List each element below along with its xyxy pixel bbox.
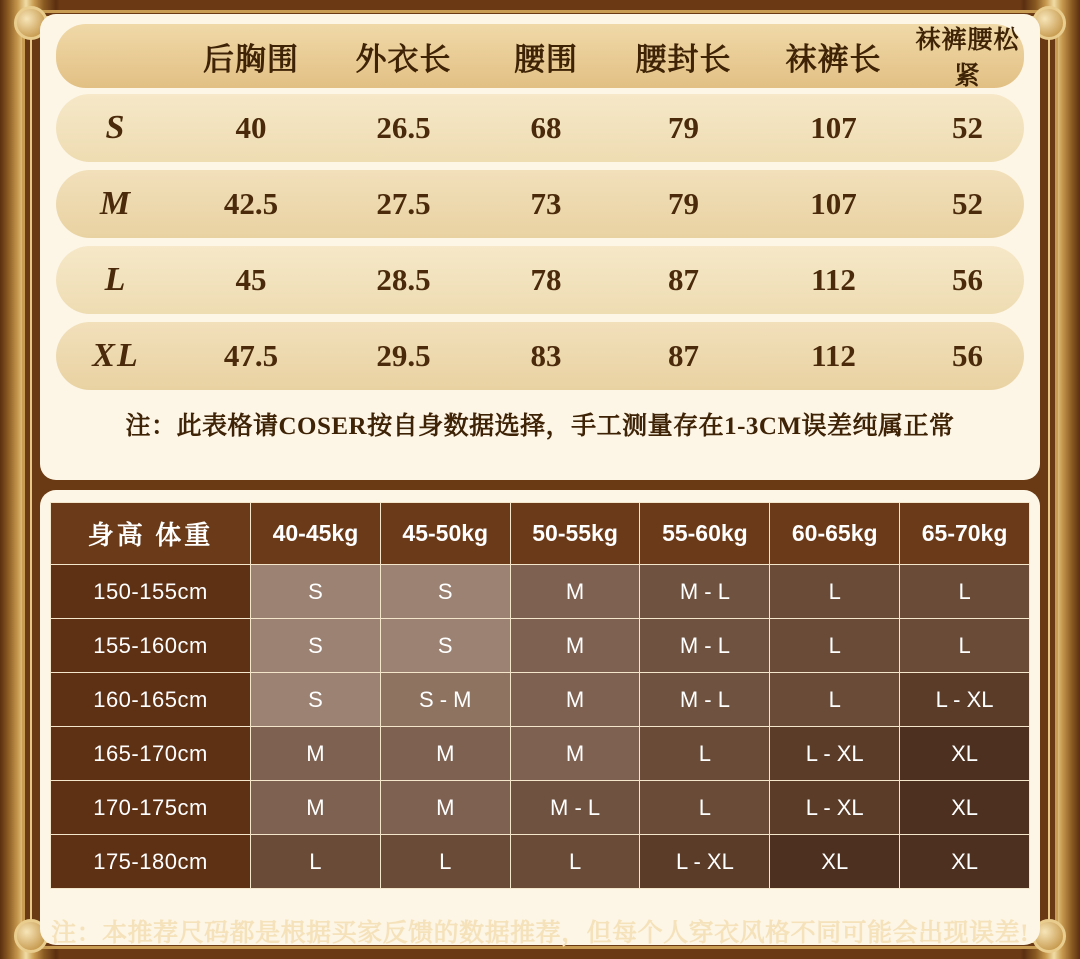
measurement-cell-coat-length: 29.5 <box>376 338 431 373</box>
recommendation-cell: M <box>510 619 640 673</box>
table-row <box>51 781 1030 835</box>
recommendation-cell: M <box>510 727 640 781</box>
recommendation-cell: L <box>900 619 1030 673</box>
measurement-header-waistband-length: 腰封长 <box>635 41 732 77</box>
recommendation-header-weight-6: 65-70kg <box>900 503 1030 565</box>
recommendation-cell: L <box>251 835 381 889</box>
recommendation-cell: S <box>380 619 510 673</box>
measurement-cell-waistband-length: 79 <box>668 110 699 145</box>
measurement-header-coat-length: 外衣长 <box>355 41 452 77</box>
measurement-row-m <box>56 170 1024 238</box>
recommendation-cell: M - L <box>640 619 770 673</box>
recommendation-table <box>50 502 1030 889</box>
recommendation-cell: M - L <box>640 673 770 727</box>
measurement-table-header-row <box>56 24 1024 88</box>
measurement-cell-waist: 78 <box>530 262 562 297</box>
recommendation-row-height: 175-180cm <box>51 835 251 889</box>
measurement-cell-coat-length: 27.5 <box>376 186 431 221</box>
measurement-cell-bust: 40 <box>235 110 267 145</box>
measurement-cell-stocking-waist-elastic: 52 <box>952 110 983 145</box>
measurement-header-stocking-waist-elastic: 袜裤腰松紧 <box>915 27 1020 90</box>
measurement-row-size-label: S <box>105 109 127 146</box>
recommendation-cell: L <box>770 619 900 673</box>
content-area <box>40 8 1040 951</box>
recommendation-cell: S <box>251 673 381 727</box>
table-row <box>51 673 1030 727</box>
measurement-cell-bust: 42.5 <box>223 186 279 221</box>
table-row <box>51 727 1030 781</box>
recommendation-cell: M <box>380 781 510 835</box>
recommendation-cell: S <box>251 565 381 619</box>
measurement-cell-stocking-waist-elastic: 56 <box>952 338 983 373</box>
recommendation-header-weight-1: 40-45kg <box>251 503 381 565</box>
measurement-header-stocking-length: 袜裤长 <box>785 41 882 77</box>
recommendation-cell: L <box>900 565 1030 619</box>
recommendation-cell: XL <box>770 835 900 889</box>
measurement-cell-bust: 47.5 <box>223 338 279 373</box>
measurement-row-size-label: L <box>104 261 128 298</box>
recommendation-cell: L - XL <box>770 781 900 835</box>
recommendation-cell: XL <box>900 835 1030 889</box>
recommendation-note-wrapper <box>40 901 1040 949</box>
recommendation-cell: L - XL <box>770 727 900 781</box>
recommendation-row-height: 170-175cm <box>51 781 251 835</box>
recommendation-header-weight-2: 45-50kg <box>380 503 510 565</box>
measurement-cell-coat-length: 28.5 <box>376 262 431 297</box>
measurement-cell-coat-length: 26.5 <box>376 110 431 145</box>
measurement-header-waist: 腰围 <box>514 41 578 77</box>
measurement-cell-waist: 73 <box>530 186 562 221</box>
recommendation-cell: S - M <box>380 673 510 727</box>
recommendation-header-height-weight: 身高 体重 <box>51 503 251 565</box>
measurement-cell-waistband-length: 87 <box>668 338 699 373</box>
recommendation-cell: L - XL <box>640 835 770 889</box>
measurement-cell-waist: 68 <box>530 110 562 145</box>
recommendation-header-row <box>51 503 1030 565</box>
measurement-table-note: 注：此表格请COSER按自身数据选择，手工测量存在1-3CM误差纯属正常 <box>125 413 955 440</box>
recommendation-cell: M <box>510 673 640 727</box>
recommendation-table-card <box>40 490 1040 945</box>
recommendation-cell: L <box>640 727 770 781</box>
recommendation-table-note: 注：本推荐尺码都是根据买家反馈的数据推荐，但每个人穿衣风格不同可能会出现误差! <box>51 920 1029 947</box>
measurement-row-xl <box>56 322 1024 390</box>
measurement-cell-waistband-length: 87 <box>668 262 699 297</box>
measurement-table-card <box>40 14 1040 480</box>
recommendation-cell: M <box>510 565 640 619</box>
measurement-cell-bust: 45 <box>235 262 267 297</box>
recommendation-cell: L <box>770 565 900 619</box>
recommendation-row-height: 165-170cm <box>51 727 251 781</box>
recommendation-cell: M <box>380 727 510 781</box>
recommendation-cell: M - L <box>640 565 770 619</box>
recommendation-cell: L <box>770 673 900 727</box>
recommendation-cell: S <box>251 619 381 673</box>
table-row <box>51 835 1030 889</box>
recommendation-cell: XL <box>900 727 1030 781</box>
recommendation-cell: L <box>640 781 770 835</box>
recommendation-cell: L - XL <box>900 673 1030 727</box>
recommendation-cell: L <box>510 835 640 889</box>
recommendation-cell: S <box>380 565 510 619</box>
measurement-cell-stocking-waist-elastic: 52 <box>952 186 983 221</box>
measurement-row-l <box>56 246 1024 314</box>
table-row <box>51 565 1030 619</box>
recommendation-row-height: 160-165cm <box>51 673 251 727</box>
recommendation-cell: XL <box>900 781 1030 835</box>
measurement-row-size-label: XL <box>92 337 140 374</box>
recommendation-header-weight-4: 55-60kg <box>640 503 770 565</box>
recommendation-cell: M <box>251 727 381 781</box>
table-row <box>51 619 1030 673</box>
measurement-cell-waist: 83 <box>530 338 562 373</box>
recommendation-row-height: 150-155cm <box>51 565 251 619</box>
measurement-row-size-label: M <box>99 185 133 222</box>
measurement-cell-stocking-length: 112 <box>811 338 856 373</box>
recommendation-cell: L <box>380 835 510 889</box>
measurement-cell-stocking-length: 112 <box>811 262 856 297</box>
recommendation-cell: M - L <box>510 781 640 835</box>
recommendation-header-weight-5: 60-65kg <box>770 503 900 565</box>
recommendation-header-weight-3: 50-55kg <box>510 503 640 565</box>
measurement-cell-stocking-length: 107 <box>810 186 857 221</box>
measurement-cell-waistband-length: 79 <box>668 186 699 221</box>
recommendation-row-height: 155-160cm <box>51 619 251 673</box>
measurement-header-bust: 后胸围 <box>203 41 299 77</box>
measurement-cell-stocking-waist-elastic: 56 <box>952 262 983 297</box>
measurement-row-s <box>56 94 1024 162</box>
measurement-cell-stocking-length: 107 <box>810 110 857 145</box>
recommendation-cell: M <box>251 781 381 835</box>
